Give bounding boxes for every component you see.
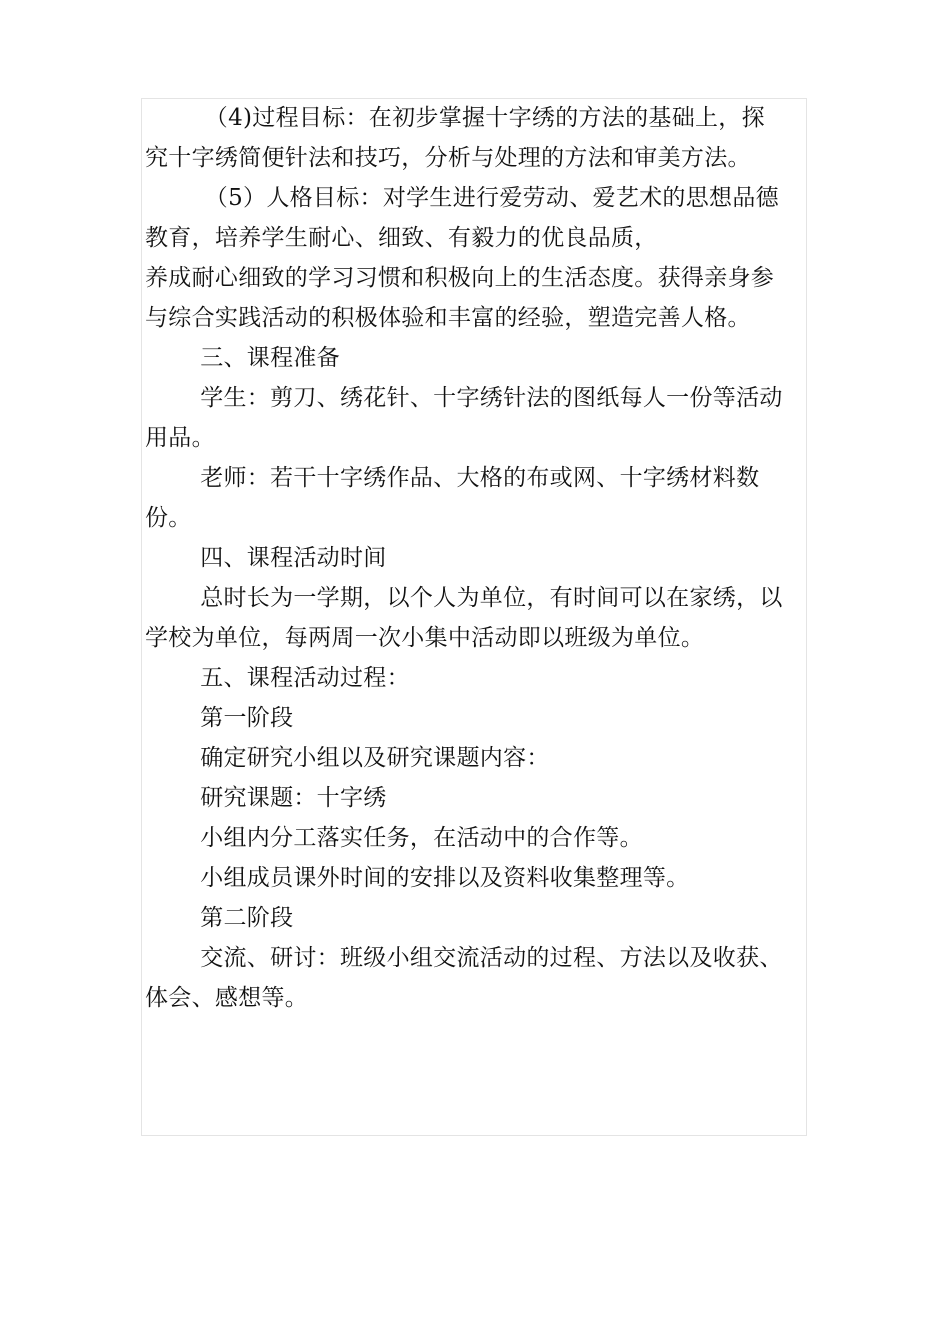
heading-course-preparation: 三、课程准备 (200, 345, 340, 371)
paragraph-extracurricular-time: 小组成员课外时间的安排以及资料收集整理等。 (200, 865, 690, 891)
heading-stage-two: 第二阶段 (200, 905, 294, 931)
paragraph-define-groups: 确定研究小组以及研究课题内容： (200, 745, 550, 771)
heading-stage-one: 第一阶段 (200, 705, 294, 731)
heading-activity-time: 四、课程活动时间 (200, 545, 387, 571)
paragraph-duration: 总时长为一学期，以个人为单位，有时间可以在家绣，以学校为单位，每两周一次小集中活动即以班级为单位。 (145, 585, 783, 651)
paragraph-process-goal: （4)过程目标：在初步掌握十字绣的方法的基础上，探究十字绣简便针法和技巧，分析与处理的方法和审美方法。 (145, 105, 765, 171)
document-body (145, 98, 785, 1018)
heading-activity-process: 五、课程活动过程： (200, 665, 410, 691)
paragraph-exchange-discussion: 交流、研讨：班级小组交流活动的过程、方法以及收获、体会、感想等。 (145, 945, 783, 1011)
paragraph-division-of-tasks: 小组内分工落实任务，在活动中的合作等。 (200, 825, 643, 851)
paragraph-personality-goal: （5）人格目标：对学生进行爱劳动、爱艺术的思想品德教育，培养学生耐心、细致、有毅力的优良品质， 养成耐心细致的学习习惯和积极向上的生活态度。获得亲身参与综合实践活动的积极体验和丰富的经验，塑造完善人格。 (145, 185, 779, 331)
paragraph-teacher-materials: 老师：若干十字绣作品、大格的布或网、十字绣材料数份。 (145, 465, 760, 531)
paragraph-research-topic: 研究课题：十字绣 (200, 785, 387, 811)
paragraph-student-materials: 学生：剪刀、绣花针、十字绣针法的图纸每人一份等活动用品。 (145, 385, 783, 451)
